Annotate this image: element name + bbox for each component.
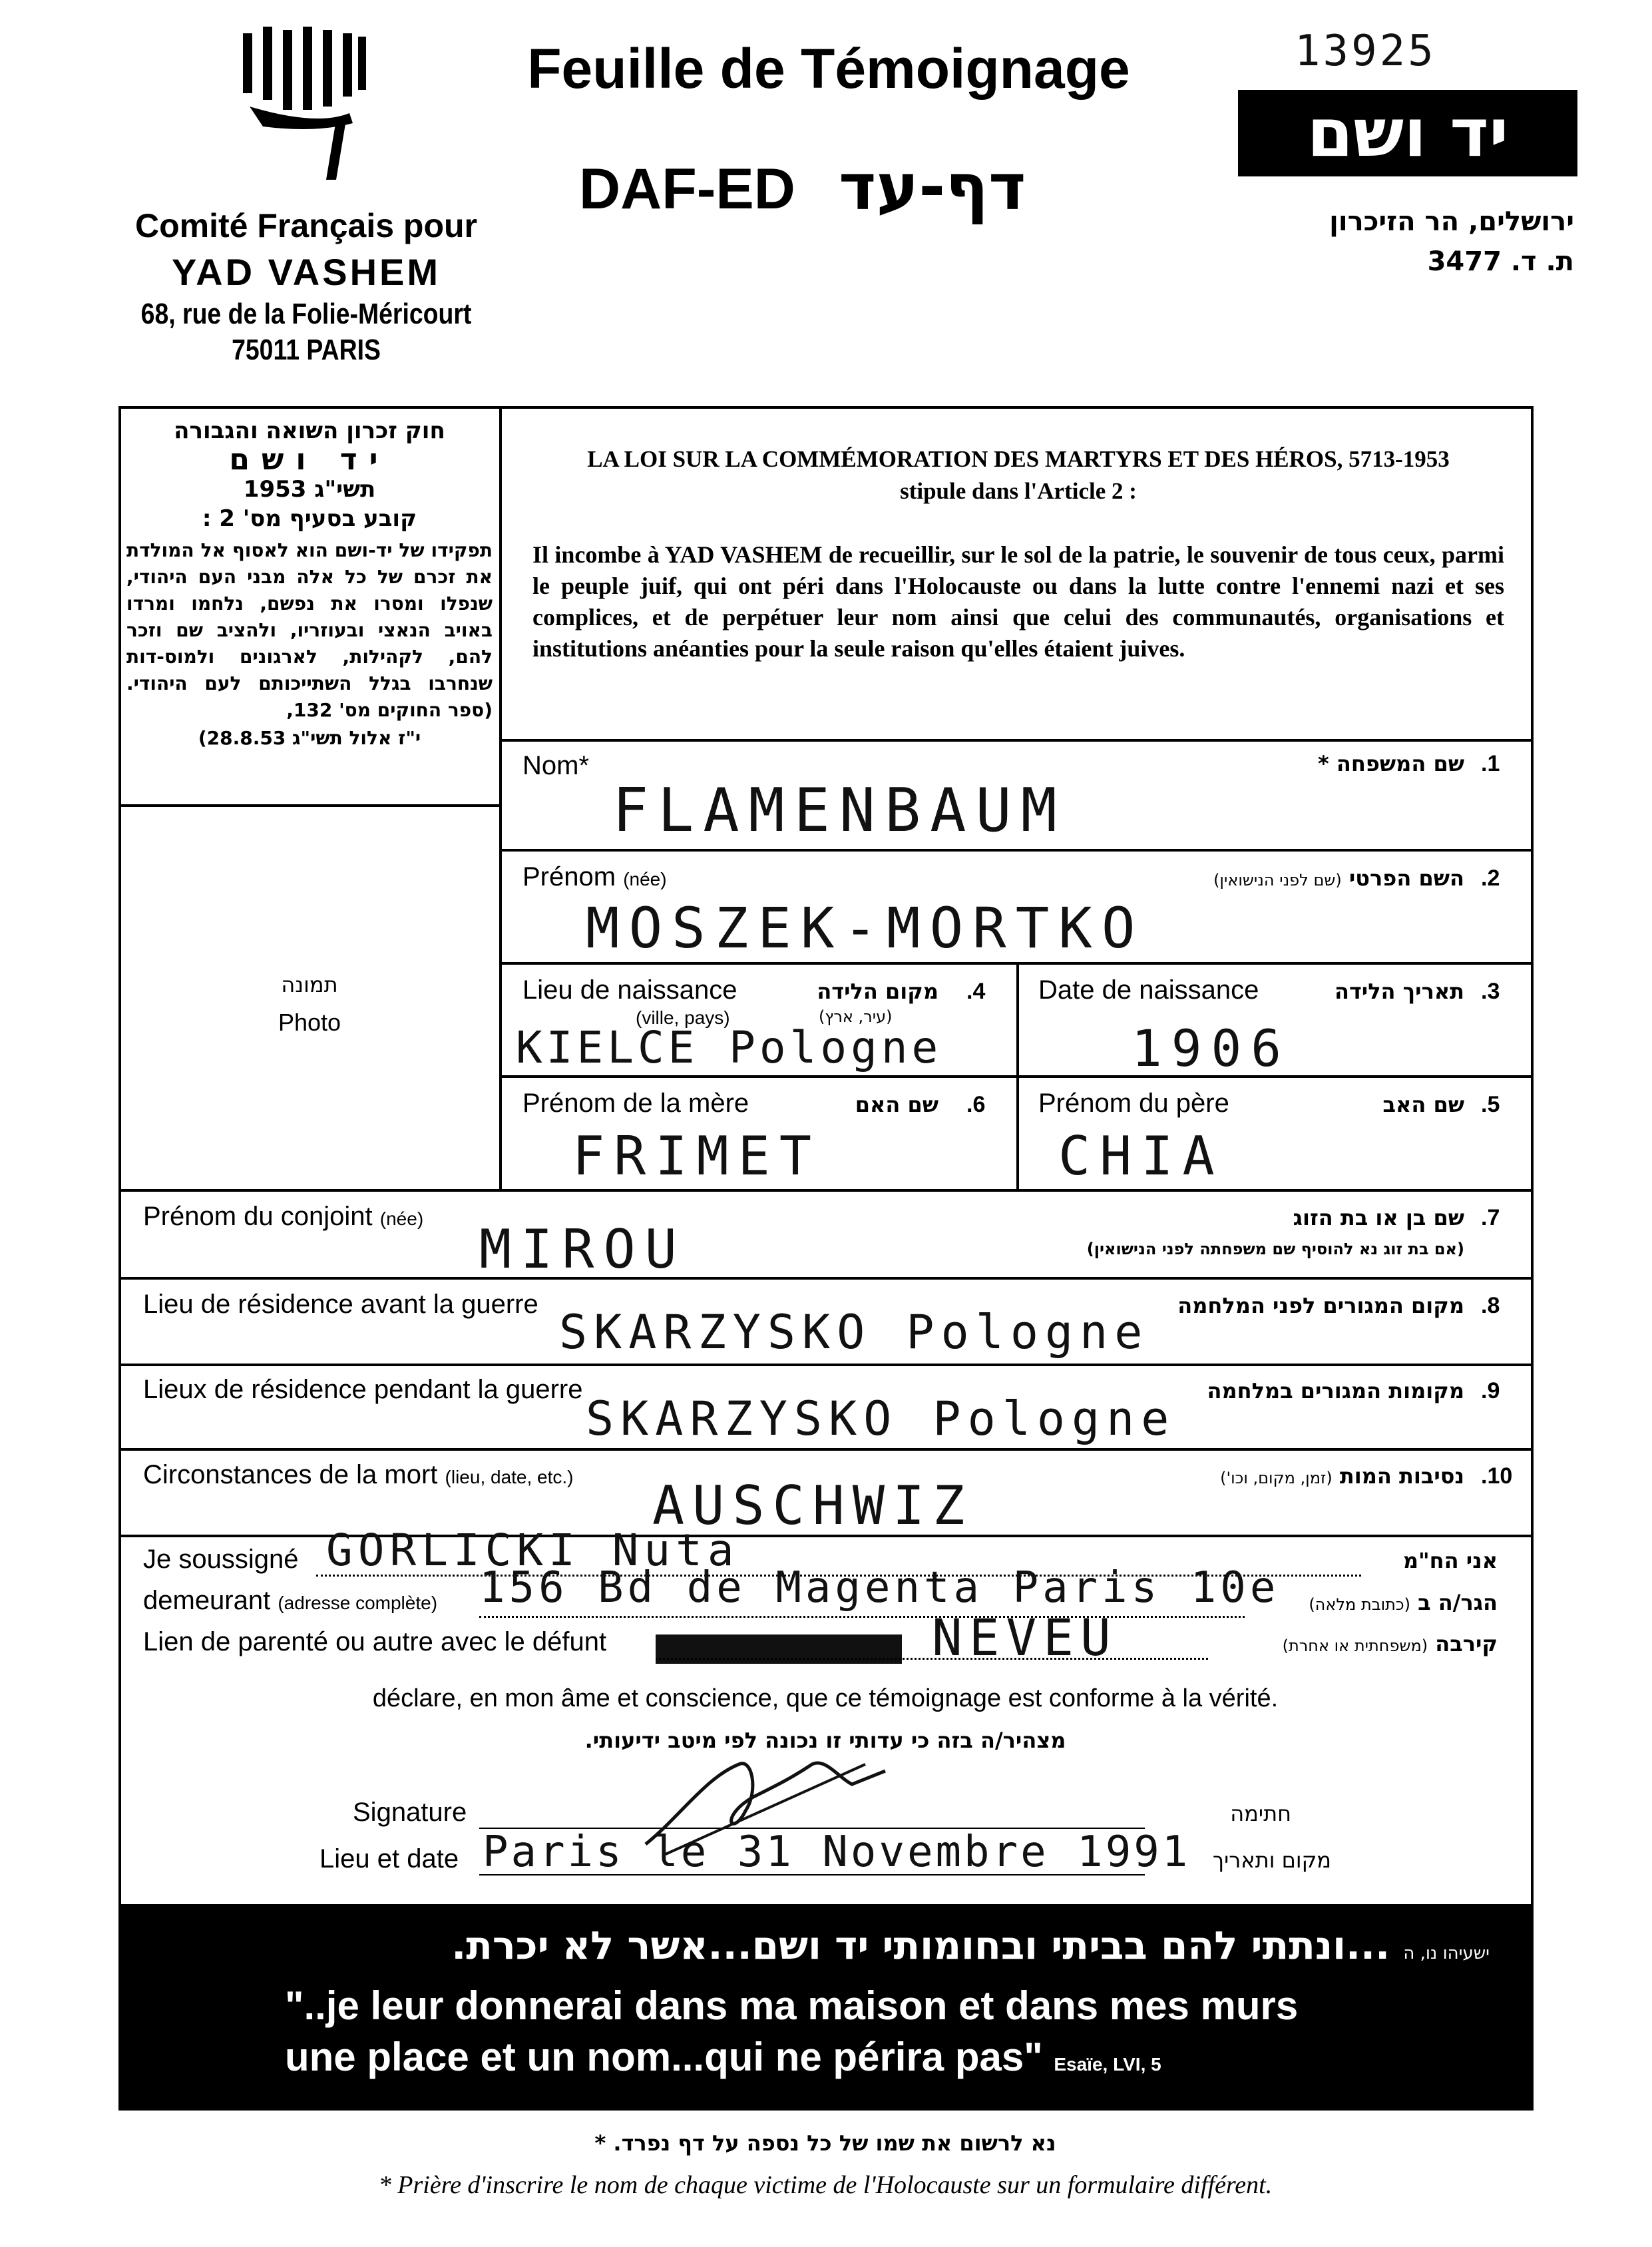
- frame-divider-vertical: [499, 406, 502, 1192]
- demeurant-hebrew: הגר/ה ב (כתובת מלאה): [1309, 1590, 1498, 1615]
- conjoint-label: Prénom du conjoint (née): [143, 1202, 424, 1231]
- date-naissance-value[interactable]: 1906: [1132, 1019, 1291, 1078]
- residence-pendant-label: Lieux de résidence pendant la guerre: [143, 1375, 583, 1404]
- conjoint-hebrew-note: (אם בת זוג נא להוסיף שם משפחתה לפני הנישואין): [1086, 1240, 1464, 1258]
- form-title-hebrew: דף-עד: [839, 150, 1026, 224]
- org-block: [106, 206, 506, 367]
- org-address: 68, rue de la Folie-Méricourt: [140, 298, 472, 330]
- soussigne-value[interactable]: GORLICKI Nuta: [326, 1525, 739, 1576]
- menorah-logo-icon: [236, 27, 369, 186]
- prenom-pere-label: Prénom du père: [1038, 1089, 1229, 1118]
- lien-label: Lien de parenté ou autre avec le défunt: [143, 1627, 607, 1656]
- photo-label: Photo: [278, 1009, 341, 1036]
- circonstances-hebrew: נסיבות המות (זמן, מקום, וכו'): [1220, 1463, 1464, 1489]
- lieu-naissance-hebrew: מקום הלידה: [817, 979, 938, 1004]
- nom-label: Nom*: [522, 751, 590, 780]
- residence-avant-value[interactable]: SKARZYSKO Pologne: [559, 1305, 1149, 1360]
- lien-value[interactable]: NEVEU: [932, 1608, 1118, 1667]
- conjoint-hebrew: שם בן או בת הזוג: [1293, 1205, 1464, 1230]
- org-city: 75011 PARIS: [232, 334, 381, 366]
- frame-left: [118, 406, 121, 2111]
- prenom-mere-value[interactable]: FRIMET: [572, 1125, 821, 1187]
- banner-hebrew: ישעיהו נו, ה ...ונתתי להם בביתי ובחומותי יד ושם...אשר לא יכרת.: [451, 1923, 1490, 1968]
- lien-hebrew: קירבה (משפחתית או אחרת): [1282, 1631, 1498, 1656]
- residence-avant-hebrew: מקום המגורים לפני המלחמה: [1177, 1293, 1464, 1318]
- quote-banner: [118, 1904, 1534, 2111]
- date-naissance-hebrew: תאריך הלידה: [1334, 979, 1464, 1004]
- demeurant-value[interactable]: 156 Bd de Magenta Paris 10e: [479, 1563, 1280, 1613]
- signature-hebrew: חתימה: [1230, 1801, 1291, 1826]
- document-number: 13925: [1295, 27, 1436, 76]
- nom-value[interactable]: FLAMENBAUM: [612, 776, 1066, 846]
- yad-vashem-logo: יד ושם: [1238, 90, 1577, 176]
- law-fr-title: LA LOI SUR LA COMMÉMORATION DES MARTYRS ET DES HÉROS, 5713-1953: [587, 446, 1450, 472]
- residence-pendant-value[interactable]: SKARZYSKO Pologne: [586, 1391, 1176, 1446]
- declare-text: déclare, en mon âme et conscience, que ce témoignage est conforme à la vérité.: [372, 1684, 1279, 1712]
- form-title-daf: DAF-ED: [579, 157, 795, 221]
- footnote-fr: * Prière d'inscrire le nom de chaque victime de l'Holocauste sur un formulaire différent.: [378, 2171, 1273, 2199]
- frame-right: [1531, 406, 1534, 2111]
- nom-hebrew: שם המשפחה *: [1318, 751, 1464, 776]
- lieu-date-value[interactable]: Paris le 31 Novembre 1991: [483, 1828, 1191, 1877]
- frame-top: [118, 406, 1534, 409]
- yv-pobox: ת. ד. 3477: [1427, 246, 1574, 277]
- residence-pendant-hebrew: מקומות המגורים במלחמה: [1207, 1378, 1464, 1403]
- prenom-mere-label: Prénom de la mère: [522, 1089, 749, 1118]
- prenom-pere-value[interactable]: CHIA: [1058, 1125, 1224, 1187]
- law-fr-sub: stipule dans l'Article 2 :: [900, 478, 1137, 504]
- lieu-naissance-value[interactable]: KIELCE Pologne: [516, 1022, 942, 1073]
- banner-fr-line2: une place et un nom...qui ne périra pas" Esaïe, LVI, 5: [285, 2035, 1161, 2079]
- prenom-mere-hebrew: שם האם: [855, 1092, 938, 1117]
- circonstances-label: Circonstances de la mort (lieu, date, etc.): [143, 1460, 574, 1489]
- org-name-line1: Comité Français pour: [135, 207, 477, 244]
- lieu-date-hebrew: מקום ותאריך: [1212, 1848, 1331, 1873]
- form-title: Feuille de Témoignage: [527, 37, 1130, 100]
- prenom-hebrew: השם הפרטי (שם לפני הנישואין): [1213, 866, 1464, 891]
- org-name-line2: YAD VASHEM: [171, 251, 441, 293]
- law-fr-body: Il incombe à YAD VASHEM de recueillir, sur le sol de la patrie, le souvenir de tous ceux, parmi le peuple juif, qui ont péri dans l'Holocauste ou dans la lutte contre l'ennemi nazi et ses complices, et de perpétuer leur nom ainsi que celui des communautés, organisations et institutions anéanties pour la seule raison qu'elles étaient juives.: [532, 541, 1504, 662]
- residence-avant-label: Lieu de résidence avant la guerre: [143, 1290, 538, 1319]
- conjoint-value[interactable]: MIROU: [479, 1218, 686, 1280]
- declare-hebrew: מצהיר/ה בזה כי עדותי זו נכונה לפי מיטב ידיעותי.: [584, 1728, 1066, 1753]
- yv-address-hebrew: ירושלים, הר הזיכרון: [1329, 206, 1574, 237]
- lieu-naissance-label: Lieu de naissance: [522, 975, 737, 1005]
- footnote-hebrew: נא לרשום את שמו של כל נספה על דף נפרד. *: [594, 2130, 1056, 2156]
- signature-label: Signature: [353, 1798, 467, 1827]
- banner-fr-line1: "..je leur donnerai dans ma maison et dans mes murs: [285, 1983, 1299, 2028]
- circonstances-value[interactable]: AUSCHWIZ: [652, 1475, 973, 1537]
- lieu-date-label: Lieu et date: [319, 1844, 459, 1873]
- prenom-pere-hebrew: שם האב: [1382, 1092, 1464, 1117]
- demeurant-label: demeurant (adresse complète): [143, 1586, 438, 1615]
- prenom-value[interactable]: MOSZEK-MORTKO: [586, 895, 1145, 961]
- law-hebrew-block: חוק זכרון השואה והגבורה יד ושם תשי"ג 1953 קובע בסעיף מס' 2 : תפקידו של יד-ושם הוא לאסוף אל המולדת את זכרם של כל אלה מבני העם היהודי, שנפלו ומסרו את נפשם, נלחמו ומרדו באויב הנאצי ובעוזריו, ולהציב שם וזכר להם, לקהילות, לארגונים ולמוס-דות שנחרבו בגלל השתייכותם לעם היהודי. (ספר החוקים מס' 132, י"ז אלול תשי"ג 28.8.53): [126, 417, 493, 749]
- date-naissance-label: Date de naissance: [1038, 975, 1259, 1005]
- soussigne-hebrew: אני הח"מ: [1402, 1548, 1498, 1573]
- prenom-label: Prénom (née): [522, 862, 667, 891]
- soussigne-label: Je soussigné: [143, 1545, 299, 1574]
- photo-hebrew: תמונה: [281, 972, 338, 997]
